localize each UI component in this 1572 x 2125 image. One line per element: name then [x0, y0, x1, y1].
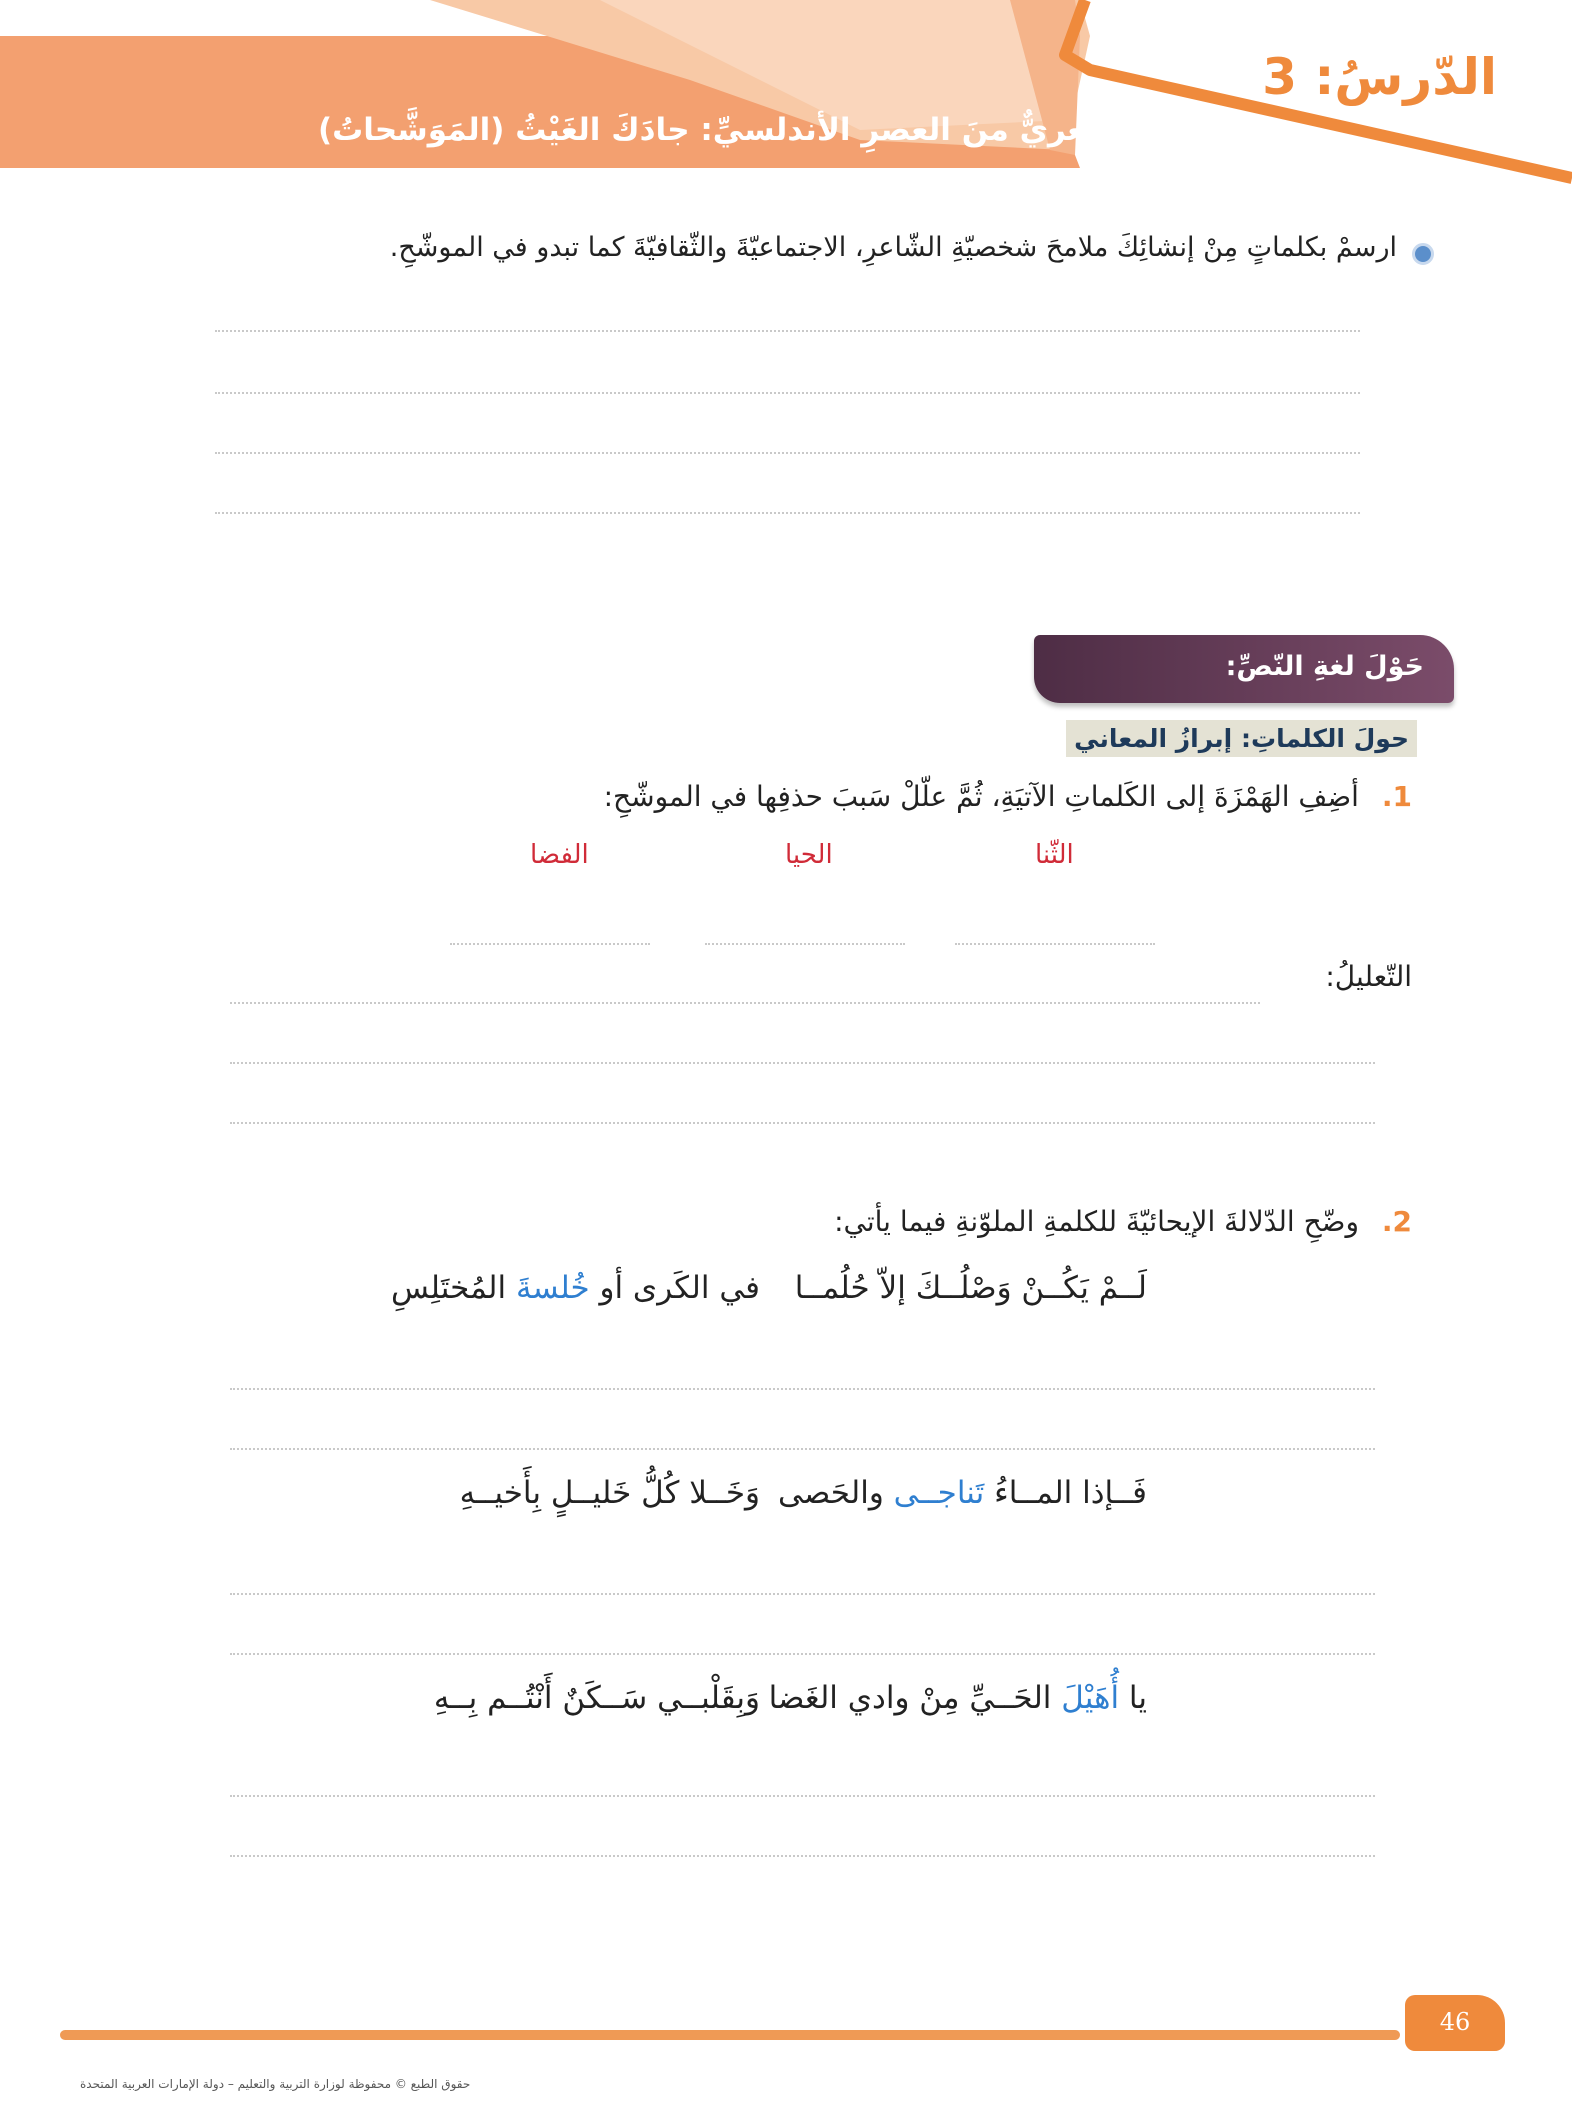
answer-line[interactable] [215, 392, 1360, 394]
page-number: 46 [1439, 2008, 1471, 2036]
highlighted-word: أُهَيْلَ [1061, 1680, 1120, 1716]
answer-line[interactable] [230, 1593, 1375, 1595]
highlighted-word: تَناجــى [893, 1475, 985, 1511]
answer-line[interactable] [230, 1653, 1375, 1655]
q1-text [604, 780, 1412, 813]
verse-3-second-hemistich: وَبِقَلْبــي سَــكَنٌ أَنْتُــم بِــهِ [433, 1680, 760, 1716]
bullet-icon [1412, 243, 1434, 265]
q1-answer-blank[interactable] [955, 943, 1155, 945]
answer-line[interactable] [230, 1062, 1375, 1064]
task-intro-text: ارسمْ بكلماتٍ مِنْ إنشائِكَ ملامحَ شخصيّةِ الشّاعرِ، الاجتماعيّةَ والثّقافيّةَ كما تبدو في الموشّحِ. [389, 232, 1397, 263]
verse-text: في الكَرى أو [589, 1270, 760, 1306]
answer-line[interactable] [215, 512, 1360, 514]
answer-line[interactable] [230, 1122, 1375, 1124]
verse-1-first-hemistich: لَــمْ يَكُــنْ وَصْلُــكَ إلاّ حُلُمــا [794, 1270, 1147, 1306]
verse-3-first-hemistich [769, 1680, 1147, 1716]
answer-line[interactable] [215, 452, 1360, 454]
answer-line[interactable] [230, 1855, 1375, 1857]
section-banner-label: حَوْلَ لغةِ النّصِّ: [1225, 651, 1424, 682]
verse-text: والحَصى [778, 1475, 894, 1511]
answer-line[interactable] [230, 1388, 1375, 1390]
q1-prompt: أضِفِ الهَمْزَةَ إلى الكَلماتِ الآتيَةِ، ثُمَّ علّلْ سَببَ حذفِها في الموشّحِ: [603, 780, 1359, 813]
answer-line[interactable] [230, 1795, 1375, 1797]
verse-text: يا [1119, 1680, 1147, 1716]
verse-1-second-hemistich [391, 1270, 760, 1306]
q1-reason-label: التّعليلُ: [1325, 960, 1412, 993]
q2-text [834, 1205, 1412, 1238]
lesson-subtitle: نصٌّ شعريٌّ منَ العصرِ الأندلسيِّ: جادَكَ الغَيْثُ (المَوَشَّحاتُ) [317, 112, 1180, 148]
answer-line[interactable] [215, 330, 1360, 332]
highlighted-word: خُلسةَ [515, 1270, 590, 1306]
q1-answer-blank[interactable] [705, 943, 905, 945]
verse-text: فَــإذا المــاءُ [984, 1475, 1147, 1511]
q1-answer-blank[interactable] [450, 943, 650, 945]
q1-word: الفضا [530, 840, 589, 870]
verse-2-first-hemistich [778, 1475, 1147, 1511]
verse-2-second-hemistich: وَخَــلا كُلُّ خَليــلٍ بِأَخيــهِ [459, 1475, 760, 1511]
q1-word: الثّنا [1035, 840, 1074, 870]
q1-word: الحيا [785, 840, 833, 870]
answer-line[interactable] [230, 1448, 1375, 1450]
section-banner [1034, 635, 1454, 703]
section-subheading: حولَ الكلماتِ: إبرازُ المعاني [1066, 720, 1417, 757]
q2-number: 2. [1381, 1205, 1412, 1238]
q2-prompt: وضّحِ الدّلالةَ الإيحائيّةَ للكلمةِ الملوّنةِ فيما يأتي: [834, 1205, 1359, 1238]
answer-line[interactable] [230, 1002, 1260, 1004]
footer-bar [60, 2030, 1400, 2040]
verse-text: الحَــيِّ مِنْ وادي الغَضا [768, 1680, 1062, 1716]
q1-number: 1. [1381, 780, 1412, 813]
verse-text: المُختَلِسِ [390, 1270, 516, 1306]
lesson-title: الدّرسُ: 3 [1262, 48, 1497, 106]
copyright-text: حقوق الطبع © محفوظة لوزارة التربية والتعليم – دولة الإمارات العربية المتحدة [80, 2077, 471, 2091]
